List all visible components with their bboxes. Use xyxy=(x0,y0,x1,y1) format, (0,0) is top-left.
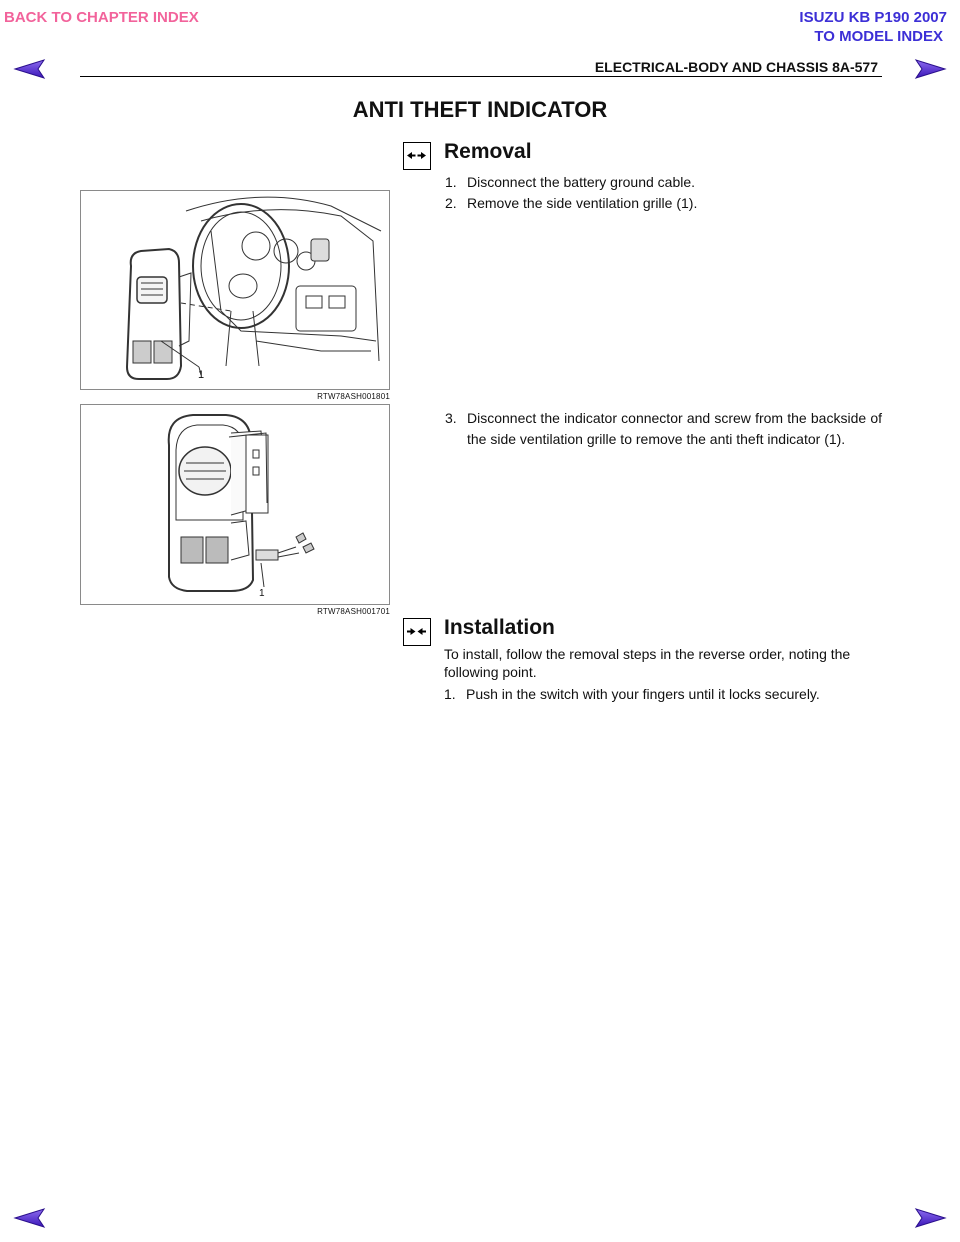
model-title-link[interactable]: ISUZU KB P190 2007 xyxy=(799,9,947,26)
installation-step xyxy=(444,684,889,705)
previous-page-arrow-icon[interactable] xyxy=(13,58,47,80)
page-title: ANTI THEFT INDICATOR xyxy=(352,97,608,122)
step-text: Remove the side ventilation grille (1). xyxy=(467,195,698,211)
figure-caption: RTW78ASH001801 xyxy=(317,392,390,401)
to-model-index-link[interactable]: TO MODEL INDEX xyxy=(814,28,943,45)
step-text: Disconnect the indicator connector and screw from the backside of the side ventilation grille to remove the anti theft indicator (1). xyxy=(467,410,882,447)
figure-caption: RTW78ASH001701 xyxy=(317,607,390,616)
installation-intro: To install, follow the removal steps in the reverse order, noting the following point. xyxy=(444,646,851,680)
previous-page-arrow-icon[interactable] xyxy=(13,1207,47,1229)
grille-backside-figure xyxy=(80,404,390,605)
step-text: Push in the switch with your fingers until it locks securely. xyxy=(466,686,820,702)
installation-heading: Installation xyxy=(444,616,555,639)
removal-step xyxy=(445,172,882,193)
removal-step xyxy=(445,193,882,214)
step-number: 1. xyxy=(444,686,456,702)
removal-step xyxy=(445,408,882,471)
next-page-arrow-icon[interactable] xyxy=(913,58,947,80)
next-page-arrow-icon[interactable] xyxy=(913,1207,947,1229)
figure-callout: 1 xyxy=(259,588,265,599)
step-number: 1. xyxy=(445,174,457,190)
removal-heading: Removal xyxy=(444,140,532,163)
installation-arrows-icon xyxy=(403,618,431,646)
step-number: 3. xyxy=(445,410,457,426)
header-rule xyxy=(80,76,882,77)
step-number: 2. xyxy=(445,195,457,211)
figure-callout: 1 xyxy=(198,369,205,381)
step-text: Disconnect the battery ground cable. xyxy=(467,174,696,190)
section-header: ELECTRICAL-BODY AND CHASSIS 8A-577 xyxy=(594,59,878,75)
dashboard-vent-grille-figure xyxy=(80,190,390,390)
back-to-chapter-index-link[interactable]: BACK TO CHAPTER INDEX xyxy=(4,9,199,26)
removal-arrows-icon xyxy=(403,142,431,170)
